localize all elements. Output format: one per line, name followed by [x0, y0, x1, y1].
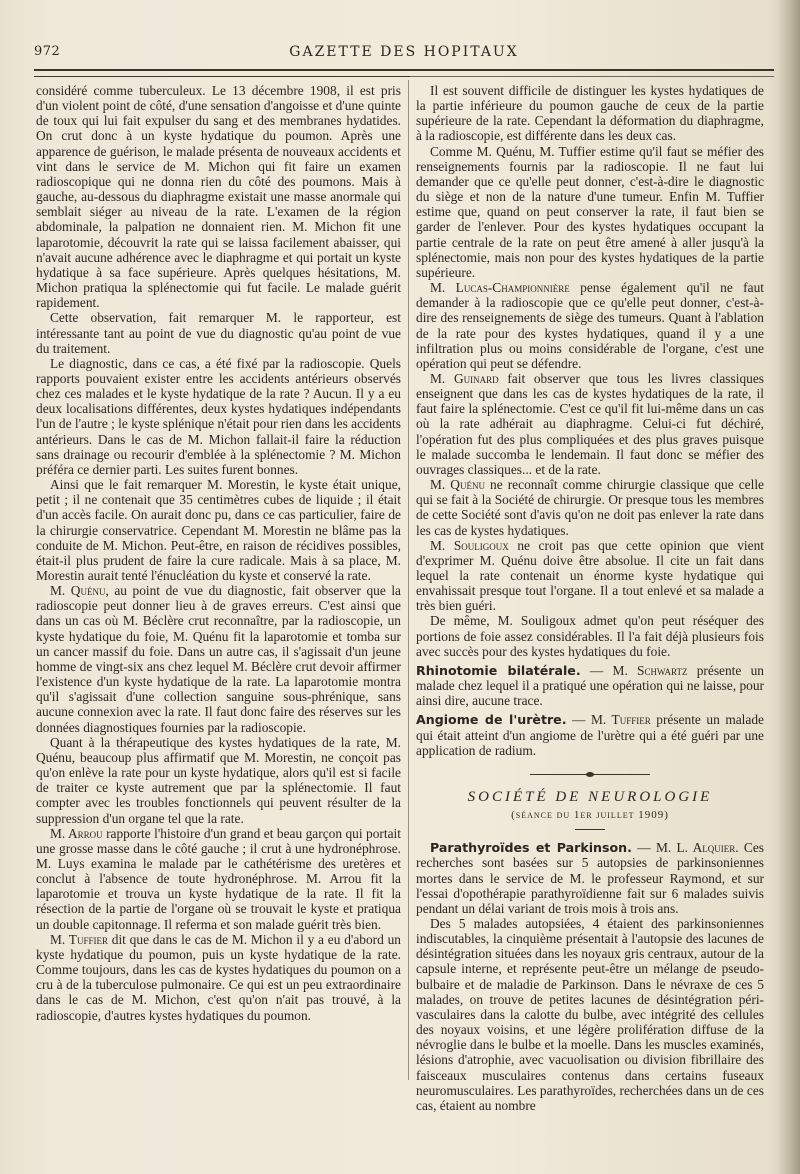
paragraph-angiome: Angiome de l'urètre. — M. Tuffier présente un malade qui était atteint d'un angiome de l'urètre qui a été guéri par une application de radium.: [416, 712, 764, 758]
paragraph: Des 5 malades autopsiées, 4 étaient des parkinsoniennes indiscutables, la cinquième présentait à l'autopsie des lacunes de désintégration situées dans les noyaux gris centraux, autour de la capsule interne, et représente peut-être un mélange de pseudo-bulbaire et de maladie de Parkinson. Dans le névraxe de ces 5 malades, on trouve de petites lacunes de désintégration péri-vasculaires dans la calotte du bulbe, avec intégrité des cellules des noyaux voisins, et une légère prolifération diffuse de la névroglie dans le bulbe et la moelle. Dans les muscles examinés, lésions d'atrophie, avec vacuolisation ou division fibrillaire des faisceaux musculaires contenus dans certains fuseaux neuromusculaires. Les parathyroïdes, recherchées dans un de ces cas, étaient au nombre: [416, 915, 764, 1113]
paragraph: De même, M. Souligoux admet qu'on peut réséquer des portions de foie assez considérables. Il l'a fait déjà plusieurs fois avec succès pour des kystes hydatiques du foie.: [416, 613, 764, 659]
paragraph: Ainsi que le fait remarquer M. Morestin, le kyste était unique, petit ; il ne contenait que 35 centimètres cubes de liquide ; il était d'un accès facile. On aurait donc pu, dans ce cas particulier, faire de la chirurgie conservatrice. Cependant M. Morestin ne blâme pas la conduite de M. Michon. Peut-être, en raison de récidives possibles, était-il plus prudent de faire la cure radicale. Mais à sa place, M. Morestin aurait tenté l'énucléation du kyste et conservé la rate.: [36, 477, 401, 583]
page-header: [34, 42, 774, 66]
section-rule: [575, 829, 605, 830]
speaker-name: M. Schwartz: [612, 662, 688, 678]
paragraph-parathyroides: Parathyroïdes et Parkinson. — M. L. Alquier. Ces recherches sont basées sur 5 autopsies de parkinsoniennes mortes dans le service de M. le professeur Raymond, et sur l'essai d'opothérapie parathyroïdienne fait sur 6 malades suivis pendant un délai variant de trois mois à trois ans.: [416, 840, 764, 916]
page-number: 972: [34, 44, 61, 59]
paragraph: Le diagnostic, dans ce cas, a été fixé par la radioscopie. Quels rapports pouvaient exister entre les accidents antérieurs observés chez ces malades et le kyste hydatique de la rate ? Aucun. Il y a eu deux localisations différentes, deux kystes hydatiques indépendants l'un de l'autre ; le kyste splénique n'était pour rien dans les accidents antérieurs. Dans le cas de M. Michon fallait-il faire la réduction sans drainage ou recourir d'emblée à la splénectomie ? M. Michon préféra ce dernier parti. Les suites furent bonnes.: [36, 355, 401, 477]
right-column: [416, 83, 764, 1113]
speaker-name: M. Quénu: [430, 477, 485, 493]
paragraph-text: , au point de vue du diagnostic, fait observer que la radioscopie peut donner lieu à de graves erreurs. C'est ainsi que dans un cas où M. Béclère crut reconnaître, par la radioscopie, un kyste hydatique du foie, M. Quénu fit la laparotomie et tomba sur un cancer massif du foie. Dans un autre cas, il s'agissait d'un jeune homme de vingt-six ans chez lequel M. Béclère crut devoir affirmer l'existence d'un kyste hydatique de la rate. La laparotomie montra qu'il s'agissait d'une collection sanguine sous-phrénique, sans aucune connexion avec la rate. Il faut donc faire des réserves sur les données diagnostiques fournies par la radioscopie.: [36, 583, 401, 735]
paragraph-rhinotomie: Rhinotomie bilatérale. — M. Schwartz présente un malade chez lequel il a pratiqué une opération qui ne laisse, pour ainsi dire, aucune trace.: [416, 662, 764, 709]
paragraph-text: ne croit pas que cette opinion que vient d'exprimer M. Quénu doive être absolue. Il cite un fait dans lequel la rate contenait un énorme kyste hydatique qui envahissait presque tout l'organe. Il a tout enlevé et sa malade a très bien guéri.: [416, 537, 764, 614]
column-divider: [408, 80, 409, 1080]
paragraph-quenu: [36, 583, 401, 735]
paragraph-text: dit que dans le cas de M. Michon il y a eu d'abord un kyste hydatique du poumon, puis un kyste hydatique de la rate. Comme toujours, dans les cas de kystes hydatiques du poumon on a cru à de la tuberculose pulmonaire. Ce qui est un peu extraordinaire dans le cas de M. Michon, c'est qu'on n'ait pas trouvé, à la radioscopie, d'autres kystes hydatiques du poumon.: [36, 931, 401, 1023]
paragraph-text: présente un malade qui était atteint d'un angiome de l'urètre qui a été guéri par une application de radium.: [416, 712, 764, 758]
section-ornament: [530, 772, 650, 778]
paragraph: Cette observation, fait remarquer M. le rapporteur, est intéressante tant au point de vue du diagnostic qu'au point de vue du traitement.: [36, 310, 401, 356]
paragraph-arrou: [36, 826, 401, 932]
paragraph: Comme M. Quénu, M. Tuffier estime qu'il faut se méfier des renseignements fournis par la radioscopie. Il ne faut lui demander que ce qu'elle peut donner, c'est-à-dire le diagnostic du siège et non de la nature d'une tumeur. Enfin M. Tuffier estime que, quand on peut conserver la rate, il faut bien se garder de l'enlever. Pour des kystes hydatiques occupant la partie centrale de la rate on peut être amené à aller jusqu'à la splénectomie, mais non pour des kystes hydatiques de la partie supérieure.: [416, 143, 764, 280]
speaker-name: M. Guinard: [430, 370, 499, 386]
paragraph-text: ne reconnaît comme chirurgie classique que celle qui se fait à la Société de chirurgie. Or presque tous les membres de cette Société sont d'avis qu'on ne doit pas enlever la rate dans les cas de kystes hydatiques.: [416, 477, 764, 538]
paragraph-souligoux: [416, 538, 764, 614]
paragraph-text: . Ces recherches sont basées sur 5 autopsies de parkinsoniennes mortes dans le service de M. le professeur Raymond, et sur l'essai d'opothérapie parathyroïdienne fait sur 6 malades suivis pendant un délai variant de trois mois à trois ans.: [416, 840, 764, 916]
header-rule-right: [410, 76, 774, 77]
subheading: Angiome de l'urètre.: [416, 712, 567, 728]
running-title: GAZETTE DES HOPITAUX: [289, 44, 519, 60]
speaker-name: M. Tuffier: [50, 931, 108, 947]
paragraph-guinard: [416, 371, 764, 477]
speaker-name: M. Souligoux: [430, 537, 509, 553]
subheading: Parathyroïdes et Parkinson.: [430, 840, 632, 856]
paragraph-quenu-2: [416, 477, 764, 538]
speaker-name: M. Tuffier: [590, 712, 651, 728]
page-edge-shadow: [778, 0, 800, 1174]
speaker-name: M. L. Alquier: [655, 840, 736, 856]
paragraph-tuffier: [36, 932, 401, 1023]
section-date: (séance du 1er juillet 1909): [511, 809, 669, 822]
paragraph: considéré comme tuberculeux. Le 13 décembre 1908, il est pris d'un violent point de côté, d'une sensation d'angoisse et d'une quinte de toux qui lui fait expulser du sang et des membranes hydatides. On crut donc à un kyste hydatique du poumon. Après une apparence de guérison, le malade présenta de nouveaux accidents et vint dans le service de M. Michon qui fit faire un examen radioscopique qui ne donna rien du côté des poumons. Mais à gauche, au-dessous du diaphragme existait une masse anormale qui semblait siéger au niveau de la rate. L'examen de la région abdominale, la palpation ne donnaient rien. M. Michon fit une laparotomie, découvrit la rate qui se laissa facilement abaisser, qui n'avait aucune adhérence avec le diaphragme et qui portait un kyste hydatique à sa face supérieure. Après quelques hésitations, M. Michon pratiqua la splénectomie qui fut facile. Le malade guérit rapidement.: [36, 83, 401, 311]
paragraph-text: rapporte l'histoire d'un grand et beau garçon qui portait une grosse masse dans le côté gauche ; il crut à une hydronéphrose. M. Luys examina le malade par le cathétérisme des uretères et conclut à l'absence de toute hydronéphrose. M. Arrou fit la laparotomie et trouva un kyste hydatique de la rate. Il fit la résection de la partie de l'organe où se trouvait le kyste et pratiqua un double capitonnage. Il referma et son malade guérit très bien.: [36, 825, 401, 932]
section-title: SOCIÉTÉ DE NEUROLOGIE: [467, 788, 713, 805]
speaker-name: M. Lucas-Championnière: [430, 280, 570, 296]
speaker-name: M. Quénu: [50, 583, 106, 599]
left-column: [36, 83, 401, 1023]
paragraph: Il est souvent difficile de distinguer les kystes hydatiques de la partie inférieure du poumon gauche de ceux de la partie supérieure de la rate. Cependant la déformation du diaphragme, à la radioscopie, est différente dans les deux cas.: [416, 83, 764, 144]
speaker-name: M. Arrou: [50, 825, 103, 841]
subheading: Rhinotomie bilatérale.: [416, 662, 581, 678]
paragraph-text: fait observer que tous les livres classiques enseignent que dans les cas de kystes hydatiques de la rate, il faut faire la splénectomie. C'est ce qu'il fit lui-même dans un cas où la rate adhérait au diaphragme. Celui-ci fut déchiré, l'opération fut des plus compliquées et des plus graves puisque le malade succomba le lendemain. Il faut donc se méfier des ouvrages classiques... et de la rate.: [416, 370, 764, 477]
paragraph-lucas: [416, 280, 764, 371]
paragraph-text: présente un malade chez lequel il a pratiqué une opération qui ne laisse, pour ainsi dire, aucune trace.: [416, 662, 764, 709]
paragraph: Quant à la thérapeutique des kystes hydatiques de la rate, M. Quénu, beaucoup plus affirmatif que M. Morestin, ne conçoit pas qu'on enlève la rate pour un kyste hydatique, alors qu'il est si facile de traiter ce kyste autrement que par la splénectomie. Il faut compter avec les troubles fonctionnels qui peuvent résulter de la suppression d'un organe tel que la rate.: [36, 734, 401, 826]
paragraph-text: pense également qu'il ne faut demander à la radioscopie que ce qu'elle peut donner, c'est-à-dire des renseignements de siège des tumeurs. Quant à l'ablation de la rate pour des kystes hydatiques, quand il y a une infiltration plus ou moins considérable de l'organe, c'est une opération qui peut se défendre.: [416, 280, 764, 371]
